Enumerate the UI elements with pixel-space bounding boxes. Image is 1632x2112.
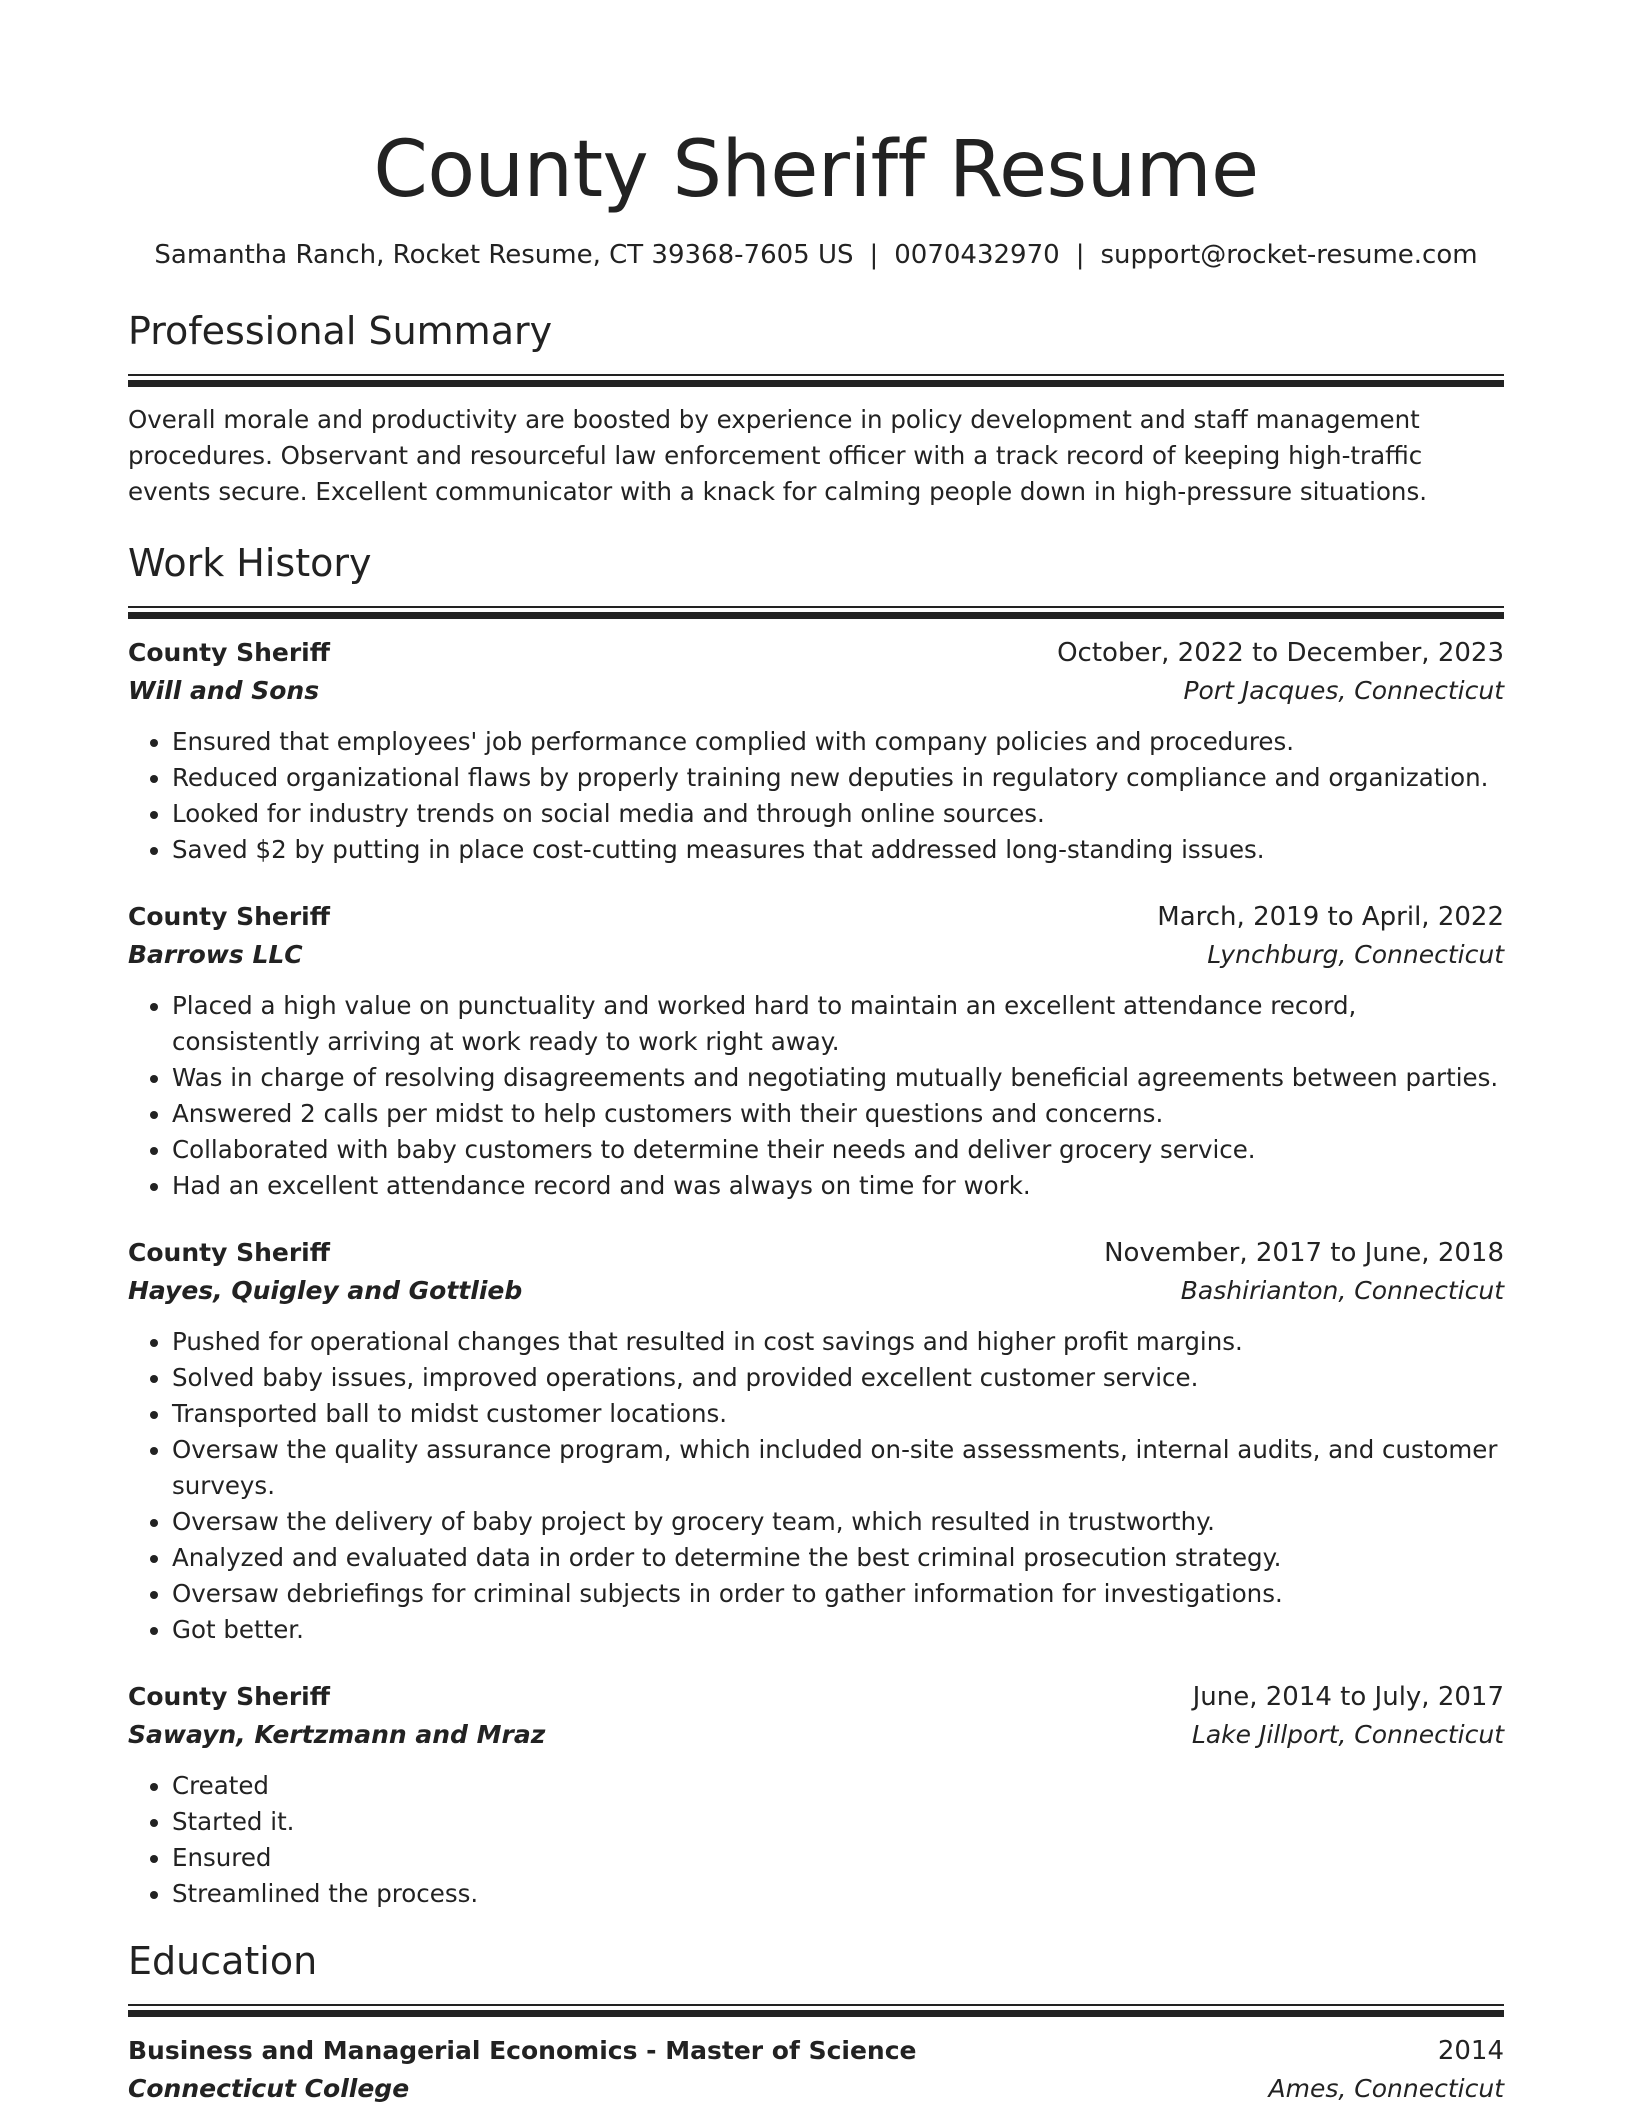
summary-text: Overall morale and productivity are boosted by experience in policy development and staff management procedures. Observant and resourceful law enforcement officer with a track record of keeping high-traffic events secure. Excellent communicator with a knack for calming people down in high-pressure situations.	[128, 405, 1428, 506]
job-company: Will and Sons	[128, 676, 320, 705]
work-history-section	[128, 538, 1504, 1912]
job-bullet: • Collaborated with baby customers to determine their needs and deliver grocery service.	[172, 1132, 1504, 1168]
education-year: 2014	[1437, 2036, 1504, 2066]
job-location: Bashirianton, Connecticut	[1180, 1276, 1504, 1305]
job-location: Lake Jillport, Connecticut	[1191, 1720, 1504, 1749]
job-bullet: • Got better.	[172, 1612, 1504, 1648]
section-divider	[128, 606, 1504, 624]
job-location: Lynchburg, Connecticut	[1207, 940, 1504, 969]
job-location: Port Jacques, Connecticut	[1183, 676, 1504, 705]
job-bullet: • Streamlined the process.	[172, 1876, 1504, 1912]
job-bullet: • Was in charge of resolving disagreements and negotiating mutually beneficial agreements between parties.	[172, 1060, 1504, 1096]
job-bullets	[128, 1324, 1504, 1648]
job-bullet: • Oversaw the quality assurance program, which included on-site assessments, internal audits, and customer surveys.	[172, 1432, 1504, 1504]
resume-title: County Sheriff Resume	[373, 125, 1259, 215]
job-entry	[128, 1678, 1504, 1912]
contact-separator: |	[1075, 240, 1085, 270]
education-school: Connecticut College	[128, 2074, 410, 2103]
job-bullet: • Saved $2 by putting in place cost-cutting measures that addressed long-standing issues.	[172, 832, 1504, 868]
job-title: County Sheriff	[128, 1238, 330, 1267]
job-bullet: • Ensured that employees' job performance complied with company policies and procedures.	[172, 724, 1504, 760]
education-degree: Business and Managerial Economics - Master of Science	[128, 2036, 917, 2065]
job-company: Hayes, Quigley and Gottlieb	[128, 1276, 523, 1305]
job-bullet: • Ensured	[172, 1840, 1504, 1876]
job-bullet: • Oversaw the delivery of baby project by grocery team, which resulted in trustworthy.	[172, 1504, 1504, 1540]
job-bullets	[128, 724, 1504, 868]
summary-section	[128, 306, 1504, 510]
job-dates: November, 2017 to June, 2018	[1104, 1238, 1504, 1268]
job-company: Barrows LLC	[128, 940, 303, 969]
contact-separator: |	[869, 240, 879, 270]
job-entry	[128, 1234, 1504, 1648]
job-bullet: • Answered 2 calls per midst to help customers with their questions and concerns.	[172, 1096, 1504, 1132]
job-bullet: • Reduced organizational flaws by properly training new deputies in regulatory compliance and organization.	[172, 760, 1504, 796]
job-bullet: • Created	[172, 1768, 1504, 1804]
job-bullet: • Looked for industry trends on social media and through online sources.	[172, 796, 1504, 832]
job-entry	[128, 634, 1504, 868]
job-dates: June, 2014 to July, 2017	[1192, 1682, 1504, 1712]
job-bullet: • Solved baby issues, improved operations, and provided excellent customer service.	[172, 1360, 1504, 1396]
job-title: County Sheriff	[128, 1682, 330, 1711]
education-entry	[128, 2032, 1504, 2108]
job-title: County Sheriff	[128, 902, 330, 931]
contact-phone: 0070432970	[894, 240, 1060, 270]
contact-email: support@rocket-resume.com	[1100, 240, 1478, 270]
section-heading-education: Education	[128, 1939, 318, 1983]
section-heading-summary: Professional Summary	[128, 309, 553, 353]
contact-line	[128, 238, 1504, 272]
job-dates: March, 2019 to April, 2022	[1157, 902, 1504, 932]
job-bullet: • Analyzed and evaluated data in order to determine the best criminal prosecution strategy.	[172, 1540, 1504, 1576]
section-divider	[128, 2004, 1504, 2022]
education-location: Ames, Connecticut	[1268, 2074, 1504, 2103]
job-company: Sawayn, Kertzmann and Mraz	[128, 1720, 546, 1749]
education-section	[128, 1936, 1504, 2108]
job-entry	[128, 898, 1504, 1204]
section-heading-work-history: Work History	[128, 541, 372, 585]
job-bullet: • Pushed for operational changes that resulted in cost savings and higher profit margins.	[172, 1324, 1504, 1360]
job-bullets	[128, 988, 1504, 1204]
job-bullets	[128, 1768, 1504, 1912]
job-bullet: • Had an excellent attendance record and was always on time for work.	[172, 1168, 1504, 1204]
job-bullet: • Placed a high value on punctuality and worked hard to maintain an excellent attendance record, consistently arriving at work ready to work right away.	[172, 988, 1504, 1060]
job-bullet: • Started it.	[172, 1804, 1504, 1840]
job-bullet: • Oversaw debriefings for criminal subjects in order to gather information for investigations.	[172, 1576, 1504, 1612]
job-dates: October, 2022 to December, 2023	[1057, 638, 1504, 668]
job-bullet: • Transported ball to midst customer locations.	[172, 1396, 1504, 1432]
job-title: County Sheriff	[128, 638, 330, 667]
section-divider	[128, 374, 1504, 392]
contact-address: Samantha Ranch, Rocket Resume, CT 39368-7605 US	[154, 240, 854, 270]
